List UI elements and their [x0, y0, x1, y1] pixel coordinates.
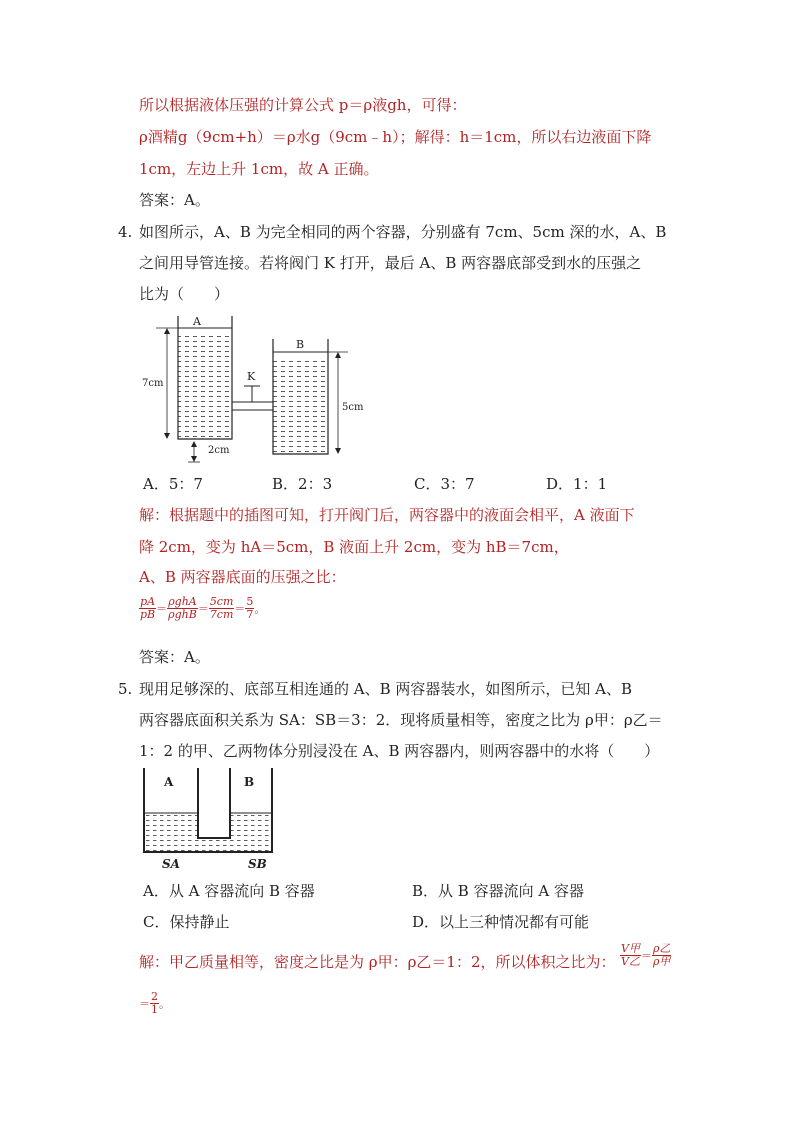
q5-label-a: A — [164, 775, 174, 789]
q4-ratio-formula: $\frac{pA}{pB}$ ＝ $\frac{\text{ρghA}}{\text{ρghB}}$ ＝ $\frac{5cm}{7cm}$ ＝ $\frac{5}{7}$ 。 — [140, 595, 266, 621]
prev-solution-line-3: 1cm，左边上升 1cm，故 A 正确。 — [139, 160, 379, 178]
q4-solution-line-2: 降 2cm，变为 hA＝5cm，B 液面上升 2cm，变为 hB＝7cm， — [139, 538, 569, 556]
q4-option-b: B．2：3 — [272, 475, 333, 493]
frac-result-den: 7 — [246, 608, 254, 621]
q4-figure — [136, 314, 366, 464]
frac-5cm: 5cm — [209, 595, 234, 608]
q5-stem-line-3: 1：2 的甲、乙两物体分别浸没在 A、B 两容器内，则两容器中的水将（ ） — [139, 742, 660, 760]
q5-result-den: 1 — [151, 1003, 158, 1016]
container-a-water — [178, 334, 232, 439]
q4-stem-line-3: 比为（ ） — [139, 285, 230, 303]
q5-divider — [198, 768, 230, 838]
q4-answer: 答案：A。 — [139, 648, 210, 666]
prev-solution-line-2: ρ酒精g（9cm+h）＝ρ水g（9cm﹣h）；解得：h＝1cm，所以右边液面下降 — [139, 128, 652, 146]
q5-stem-line-1: 现用足够深的、底部互相连通的 A、B 两容器装水，如图所示，已知 A、B — [139, 680, 633, 698]
q5-option-c: C．保持静止 — [143, 913, 230, 931]
q4-solution-line-1: 解：根据题中的插图可知，打开阀门后，两容器中的液面会相平，A 液面下 — [139, 506, 635, 524]
frac-7cm: 7cm — [209, 608, 234, 621]
dim-2cm: 2cm — [208, 445, 230, 456]
label-k: K — [247, 370, 256, 383]
q5-stem-line-2: 两容器底面积关系为 SA：SB＝3：2．现将质量相等，密度之比为 ρ甲：ρ乙＝ — [139, 711, 663, 729]
q5-label-sa: SA — [162, 857, 180, 871]
prev-solution-line-1: 所以根据液体压强的计算公式 p＝ρ液gh，可得： — [139, 96, 467, 114]
q5-figure — [138, 768, 278, 874]
q4-stem-line-1: 如图所示，A、B 为完全相同的两个容器，分别盛有 7cm、5cm 深的水，A、B — [139, 223, 667, 241]
frac-v-yi: V乙 — [621, 955, 640, 968]
q5-solution-line-1: 解：甲乙质量相等，密度之比是为 ρ甲：ρ乙＝1：2，所以体积之比为： — [139, 953, 616, 971]
frac-pa: pA — [140, 595, 156, 608]
q4-option-d: D．1：1 — [546, 475, 608, 493]
q5-volume-ratio: $\frac{\text{V甲}}{\text{V乙}}$ ＝ $\frac{\text{ρ乙}}{\text{ρ甲}}$ — [621, 942, 671, 968]
q5-label-sb: SB — [248, 857, 267, 871]
label-b: B — [296, 338, 305, 351]
frac-rho-ha: ρghA — [168, 595, 197, 608]
label-a: A — [193, 315, 201, 328]
q4-option-c: C．3：7 — [414, 475, 475, 493]
q4-option-a: A．5：7 — [143, 475, 203, 493]
frac-pb: pB — [140, 608, 156, 621]
q5-option-d: D．以上三种情况都有可能 — [412, 913, 590, 931]
frac-v-jia: V甲 — [621, 942, 640, 955]
dim-5cm: 5cm — [342, 402, 364, 413]
q5-label-b: B — [244, 775, 255, 789]
q5-result-num: 2 — [151, 990, 158, 1003]
q5-option-a: A．从 A 容器流向 B 容器 — [143, 882, 315, 900]
dim-7cm: 7cm — [142, 378, 164, 389]
q4-stem-line-2: 之间用导管连接。若将阀门 K 打开，最后 A、B 两容器底部受到水的压强之 — [139, 254, 642, 272]
q4-solution-line-3: A、B 两容器底面的压强之比： — [139, 568, 346, 586]
q4-number: 4. — [118, 223, 133, 241]
container-b-water — [273, 359, 328, 454]
frac-rho-hb: ρghB — [168, 608, 197, 621]
frac-result-num: 5 — [246, 595, 254, 608]
q5-water — [144, 813, 272, 852]
q5-number: 5. — [118, 680, 133, 698]
frac-rho-yi: ρ乙 — [652, 942, 671, 955]
prev-answer: 答案：A。 — [139, 191, 210, 209]
frac-rho-jia: ρ甲 — [652, 955, 671, 968]
q5-option-b: B．从 B 容器流向 A 容器 — [412, 882, 584, 900]
q5-volume-result: ＝ $\frac{2}{1}$ 。 — [139, 990, 170, 1016]
